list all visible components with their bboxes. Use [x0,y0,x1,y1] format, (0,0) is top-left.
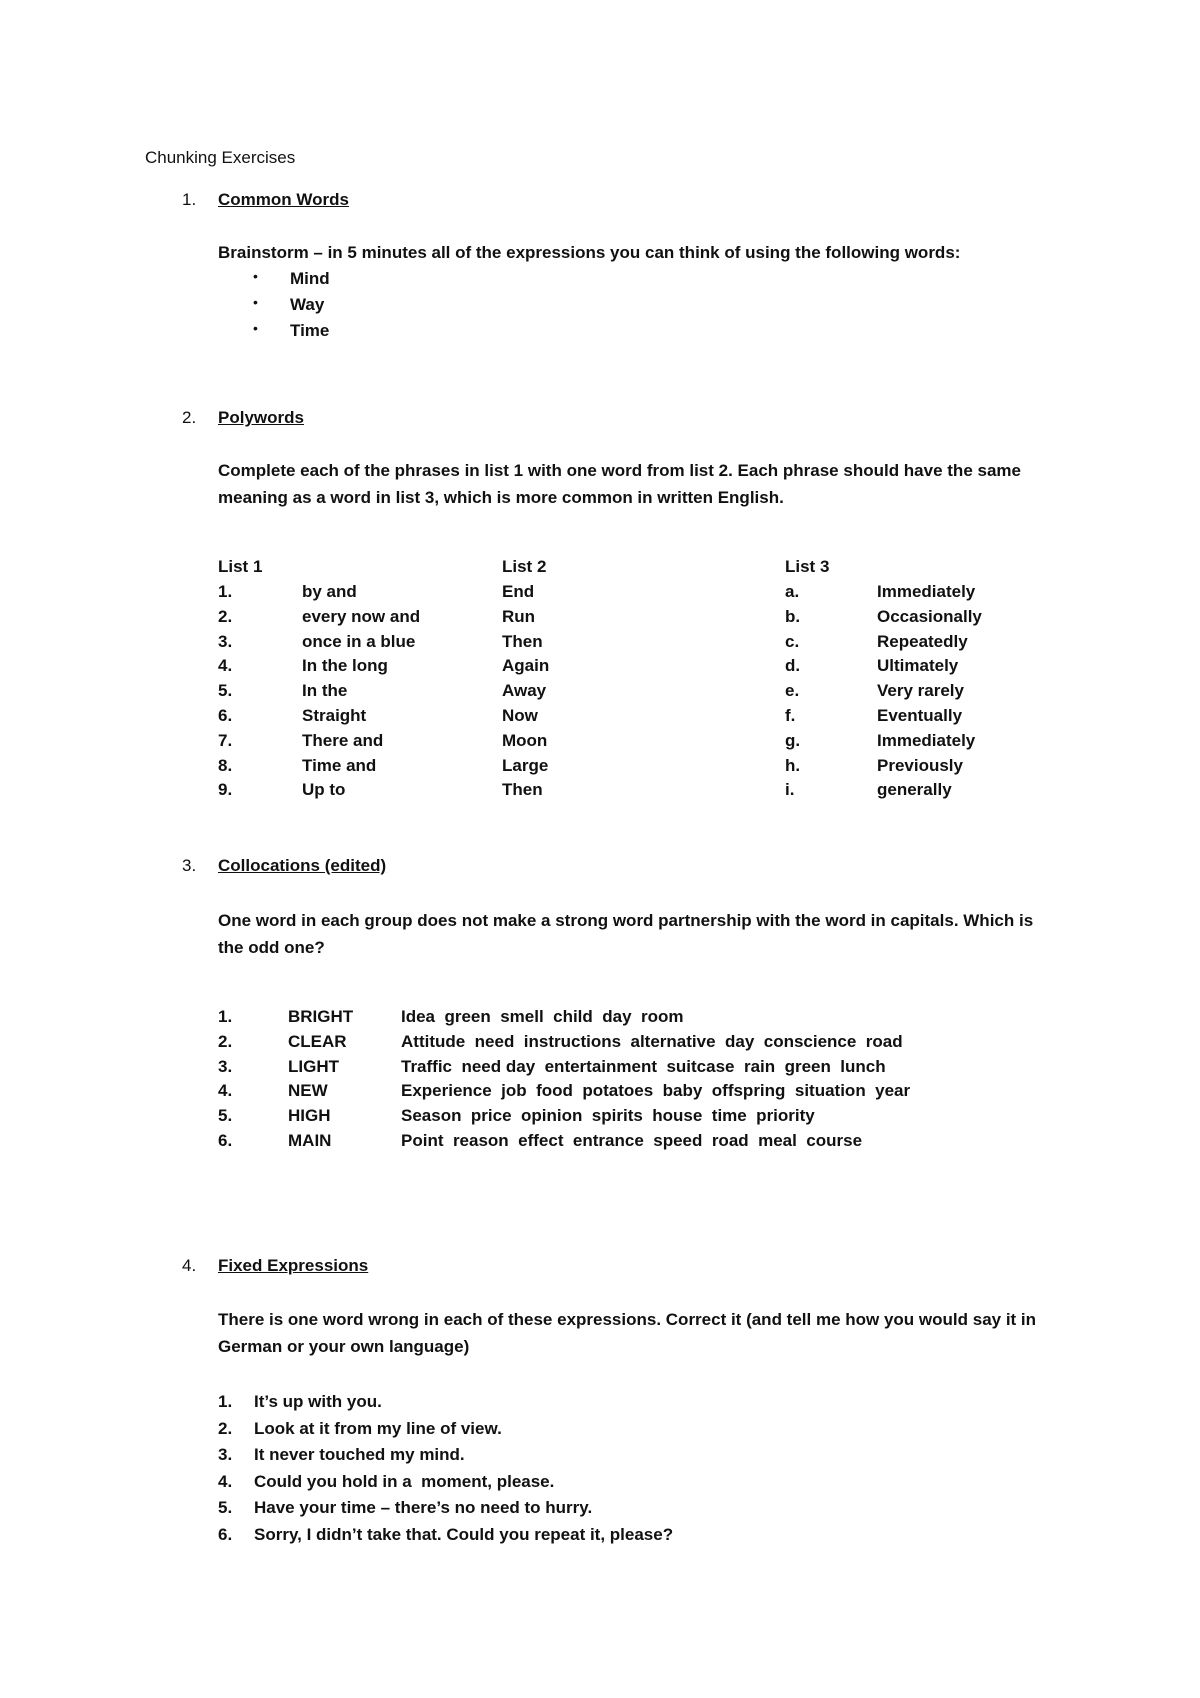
row-number: 2. [218,1031,233,1051]
item-number: 5. [218,1498,233,1517]
capital-word: MAIN [288,1131,332,1150]
list-2-word: Then [502,631,543,651]
word-group: Point reason effect entrance speed road meal course [401,1131,863,1150]
expression-text: It’s up with you. [254,1392,382,1411]
list-1-phrase: In the [302,681,348,701]
row-number: 4. [218,656,233,676]
row-number: 6. [218,1131,233,1150]
section-1-number: 1. [182,190,197,209]
word-group: Season price opinion spirits house time priority [401,1106,815,1126]
list-3-word: generally [877,780,952,800]
list-1-phrase: Up to [302,780,346,800]
list-1-phrase: by and [302,582,357,601]
list-2-word: End [502,582,535,601]
row-letter: g. [785,730,801,750]
section-4-number: 4. [182,1256,197,1275]
row-number: 1. [218,582,233,601]
row-number: 6. [218,706,233,725]
row-number: 5. [218,1106,233,1126]
section-2-number: 2. [182,408,197,427]
bullet-item: Time [290,321,330,340]
section-2-instruction: Complete each of the phrases in list 1 with one word from list 2. Each phrase should have the same meaning as a word in list 3, which is more common in written English. [218,461,1021,507]
word-group: Experience job food potatoes baby offspring situation year [401,1081,911,1101]
capital-word: LIGHT [288,1056,339,1076]
expression-text: Have your time – there’s no need to hurry. [254,1498,593,1517]
expression-text: Could you hold in a moment, please. [254,1471,555,1491]
capital-word: BRIGHT [288,1007,354,1026]
list-2-word: Again [502,656,550,676]
expression-text: Look at it from my line of view. [254,1418,502,1438]
list-3-word: Eventually [877,706,963,725]
row-number: 2. [218,606,233,626]
row-letter: b. [785,606,801,626]
word-group: Idea green smell child day room [401,1007,684,1026]
list-1-phrase: Time and [302,755,377,775]
list-3-header: List 3 [785,557,830,576]
row-number: 1. [218,1007,233,1026]
list-1-phrase: In the long [302,656,388,676]
bullet-icon: • [253,294,258,310]
list-1-phrase: every now and [302,606,421,626]
list-1-phrase: There and [302,730,384,750]
list-2-word: Run [502,606,536,626]
section-4-instruction: There is one word wrong in each of these expressions. Correct it (and tell me how you would say it in German or your own language) [218,1310,1037,1356]
bullet-item: Mind [290,269,330,288]
item-number: 4. [218,1471,233,1491]
section-4-heading: Fixed Expressions [218,1256,369,1275]
item-number: 3. [218,1445,233,1464]
capital-word: CLEAR [288,1031,347,1051]
item-number: 1. [218,1392,233,1411]
section-1-heading: Common Words [218,190,349,209]
item-number: 6. [218,1524,233,1544]
list-2-header: List 2 [502,557,547,576]
row-letter: h. [785,755,801,775]
list-3-word: Occasionally [877,606,982,626]
list-2-word: Large [502,755,549,775]
bullet-icon: • [253,320,258,336]
word-group: Attitude need instructions alternative day conscience road [401,1031,903,1051]
list-3-word: Immediately [877,582,976,601]
list-1-phrase: once in a blue [302,631,416,651]
list-3-word: Repeatedly [877,631,968,651]
row-letter: d. [785,656,801,676]
item-number: 2. [218,1418,233,1438]
capital-word: HIGH [288,1106,331,1126]
list-3-word: Previously [877,755,963,775]
list-2-word: Then [502,780,543,800]
section-3-number: 3. [182,856,197,875]
list-3-word: Ultimately [877,656,959,676]
list-1-phrase: Straight [302,706,367,725]
section-2-heading: Polywords [218,408,304,427]
row-number: 4. [218,1081,233,1101]
row-number: 8. [218,755,233,775]
row-letter: i. [785,780,795,800]
list-2-word: Moon [502,730,548,750]
section-3-instruction: One word in each group does not make a strong word partnership with the word in capitals. Which is the odd one? [218,911,1034,957]
section-1-instruction: Brainstorm – in 5 minutes all of the expressions you can think of using the following words: [218,243,961,262]
list-1-header: List 1 [218,557,263,576]
row-number: 3. [218,631,233,651]
word-group: Traffic need day entertainment suitcase rain green lunch [401,1056,886,1076]
bullet-item: Way [290,295,325,314]
row-letter: c. [785,631,800,651]
row-letter: e. [785,681,800,701]
document-title: Chunking Exercises [145,148,296,167]
list-2-word: Now [502,706,538,725]
list-3-word: Very rarely [877,681,964,701]
row-number: 7. [218,730,233,750]
section-3-heading: Collocations (edited) [218,856,387,875]
row-number: 3. [218,1056,233,1076]
list-2-word: Away [502,681,547,701]
capital-word: NEW [288,1081,328,1101]
row-number: 9. [218,780,233,800]
expression-text: It never touched my mind. [254,1445,465,1464]
row-number: 5. [218,681,233,701]
list-3-word: Immediately [877,730,976,750]
bullet-icon: • [253,268,258,284]
expression-text: Sorry, I didn’t take that. Could you repeat it, please? [254,1524,674,1544]
row-letter: f. [785,706,796,725]
row-letter: a. [785,582,800,601]
